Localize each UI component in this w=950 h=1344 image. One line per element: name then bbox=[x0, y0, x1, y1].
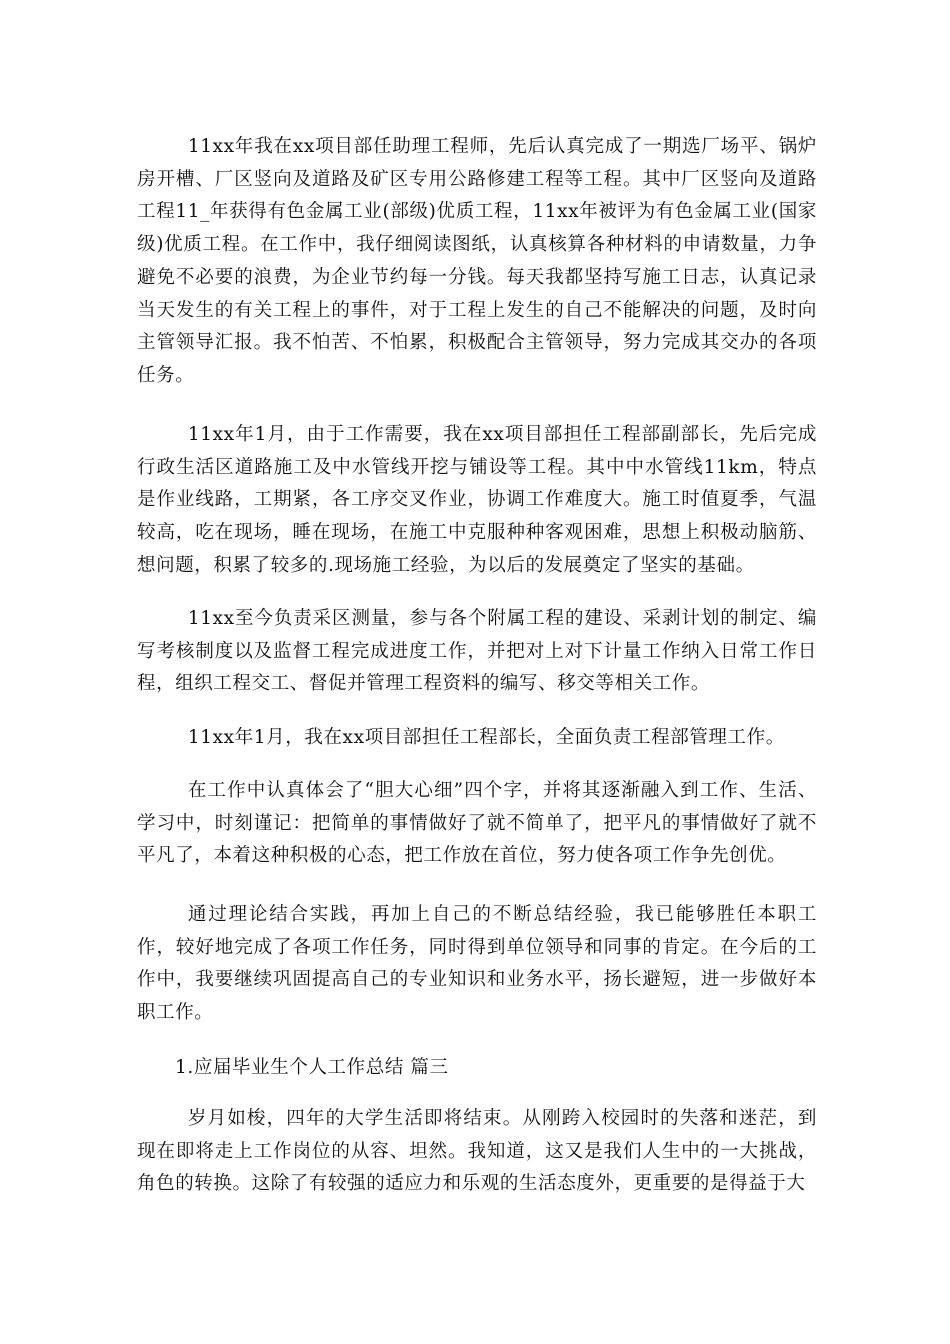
paragraph-mining-survey: 11xx至今负责采区测量，参与各个附属工程的建设、采剥计划的制定、编写考核制度以及监督工程完成进度工作，并把对上对下计量工作纳入日常工作日程，组织工程交工、督促并管理工程资料的编写、移交等相关工作。 bbox=[137, 608, 817, 695]
paragraph-assistant-engineer: 11xx年我在xx项目部任助理工程师，先后认真完成了一期选厂场平、锅炉房开槽、厂区竖向及道路及矿区专用公路修建工程等工程。其中厂区竖向及道路工程11_年获得有色金属工业(部级)优质工程，11xx年被评为有色金属工业(国家级)优质工程。在工作中，我仔细阅读图纸，认真核算各种材料的申请数量，力争避免不必要的浪费，为企业节约每一分钱。每天我都坚持写施工日志，认真记录当天发生的有关工程上的事件，对于工程上发生的自己不能解决的问题，及时向主管领导汇报。我不怕苦、不怕累，积极配合主管领导，努力完成其交办的各项任务。 bbox=[137, 136, 817, 386]
paragraph-deputy-minister: 11xx年1月，由于工作需要，我在xx项目部担任工程部副部长，先后完成行政生活区道路施工及中水管线开挖与铺设等工程。其中中水管线11km，特点是作业线路，工期紧，各工序交叉作业，协调工作难度大。施工时值夏季，气温较高，吃在现场，睡在现场，在施工中克服种种客观困难，思想上积极动脑筋、想问题，积累了较多的.现场施工经验，为以后的发展奠定了坚实的基础。 bbox=[137, 424, 817, 576]
paragraph-theory-practice: 通过理论结合实践，再加上自己的不断总结经验，我已能够胜任本职工作，较好地完成了各项工作任务，同时得到单位领导和同事的肯定。在今后的工作中，我要继续巩固提高自己的专业知识和业务水平，扬长避短，进一步做好本职工作。 bbox=[137, 904, 817, 1024]
paragraph-engineering-minister: 11xx年1月，我在xx项目部担任工程部长，全面负责工程部管理工作。 bbox=[187, 727, 785, 748]
section-heading: 1.应届毕业生个人工作总结 篇三 bbox=[175, 1057, 449, 1078]
paragraph-work-attitude: 在工作中认真体会了“胆大心细”四个字，并将其逐渐融入到工作、生活、学习中，时刻谨记：把简单的事情做好了就不简单了，把平凡的事情做好了就不平凡了，本着这种积极的心态，把工作放在首位，努力使各项工作争先创优。 bbox=[137, 780, 817, 867]
paragraph-graduate-summary: 岁月如梭，四年的大学生活即将结束。从刚跨入校园时的失落和迷茫，到现在即将走上工作岗位的从容、坦然。我知道，这又是我们人生中的一大挑战，角色的转换。这除了有较强的适应力和乐观的生活态度外，更重要的是得益于大 bbox=[137, 1108, 817, 1195]
